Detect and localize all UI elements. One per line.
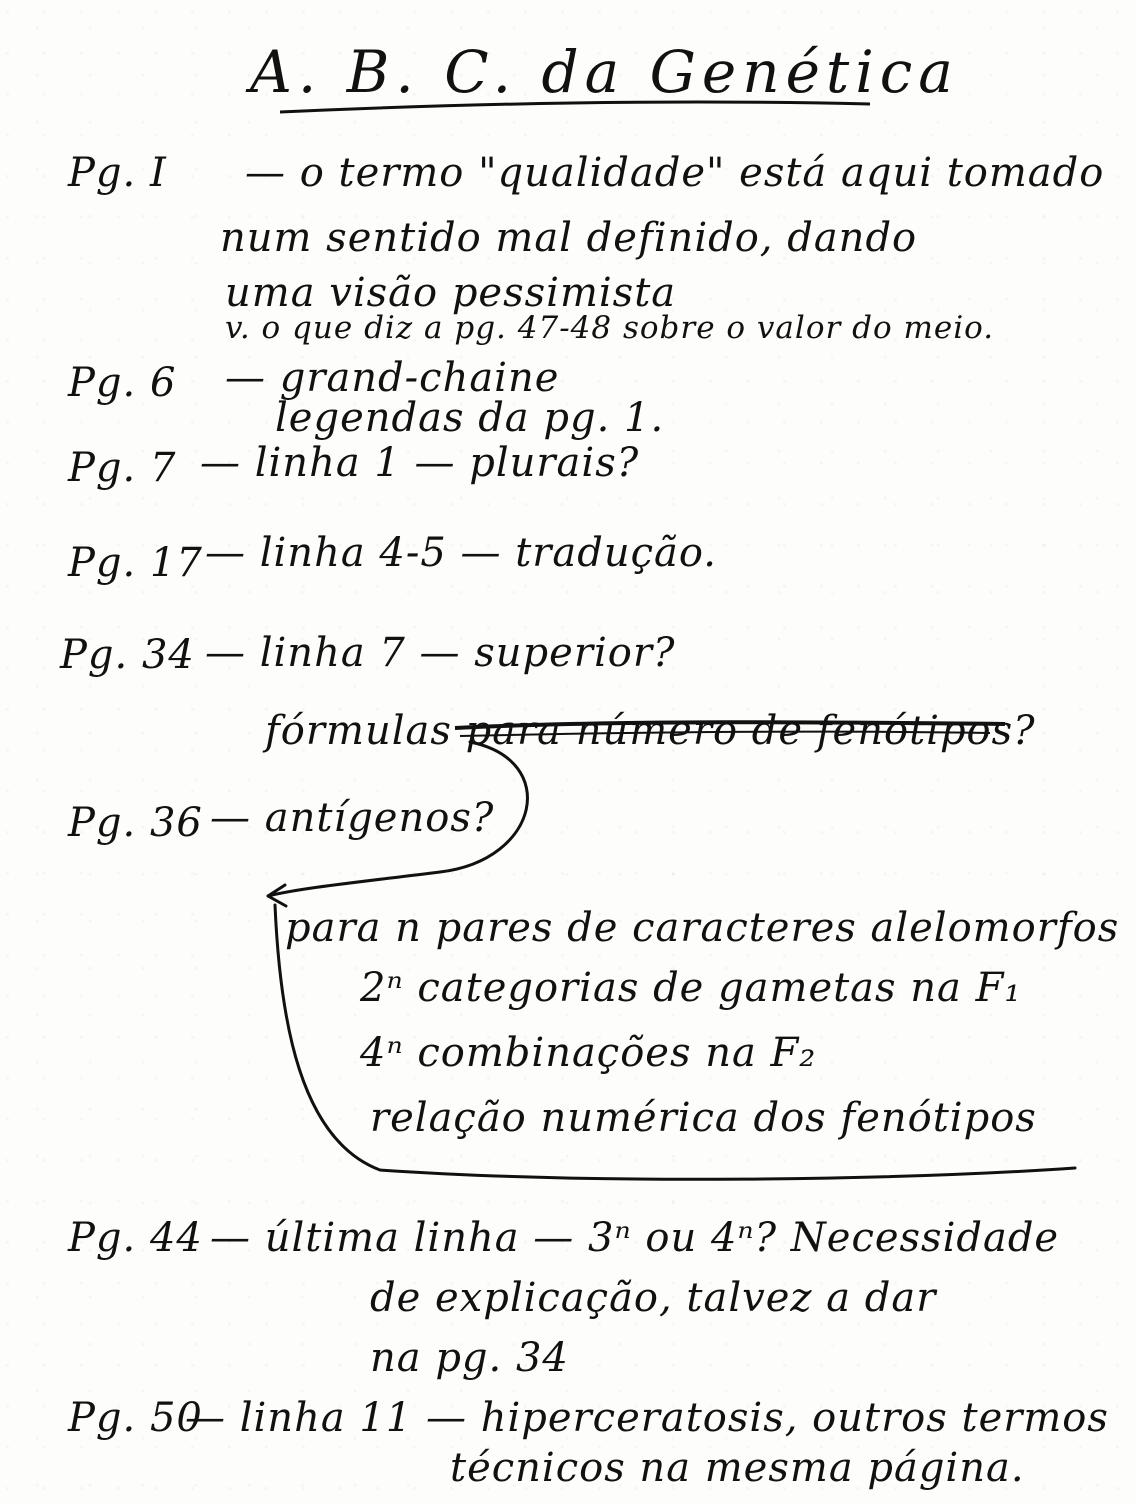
entry-line: legendas da pg. 1.	[275, 395, 665, 441]
entry-line: — linha 1 — plurais?	[200, 440, 640, 486]
entry-line: — linha 4-5 — tradução.	[205, 530, 717, 576]
connecting-arrow	[268, 742, 1075, 1179]
strike-through	[460, 732, 990, 736]
entry-line: na pg. 34	[370, 1335, 569, 1381]
entry-line: — o termo "qualidade" está aqui tomado	[245, 150, 1105, 196]
entry-line: fórmulas para número de fenótipos?	[265, 708, 1036, 754]
entry-line: uma visão pessimista	[225, 270, 677, 316]
entry-ref-pg-1: Pg. I	[68, 150, 167, 196]
entry-line: — grand-chaine	[225, 355, 560, 401]
entry-ref-pg-7: Pg. 7	[68, 445, 177, 491]
entry-ref-pg-6: Pg. 6	[68, 360, 177, 406]
inserted-note-line: relação numérica dos fenótipos	[370, 1095, 1037, 1141]
entry-ref-pg-17: Pg. 17	[68, 540, 203, 586]
entry-ref-pg-36: Pg. 36	[68, 800, 203, 846]
entry-ref-pg-34: Pg. 34	[60, 632, 195, 678]
entry-ref-pg-50: Pg. 50	[68, 1395, 203, 1441]
strike-through	[455, 722, 1005, 728]
inserted-note-line: para n pares de caracteres alelomorfos	[285, 905, 1120, 951]
entry-line: — linha 11 — hiperceratosis, outros termos	[185, 1395, 1109, 1441]
entry-line: técnicos na mesma página.	[450, 1445, 1025, 1491]
entry-line: — última linha — 3ⁿ ou 4ⁿ? Necessidade	[210, 1215, 1060, 1261]
entry-line: v. o que diz a pg. 47-48 sobre o valor do meio.	[225, 310, 995, 346]
entry-line: — linha 7 — superior?	[205, 630, 676, 676]
entry-ref-pg-44: Pg. 44	[68, 1215, 203, 1261]
entry-line: num sentido mal definido, dando	[220, 215, 918, 261]
page-title: A. B. C. da Genética	[250, 38, 959, 106]
inserted-note-line: 4ⁿ combinações na F₂	[360, 1030, 817, 1076]
entry-line: — antígenos?	[210, 795, 495, 841]
title-underline	[280, 102, 870, 112]
inserted-note-line: 2ⁿ categorias de gametas na F₁	[360, 965, 1022, 1011]
entry-line: de explicação, talvez a dar	[370, 1275, 937, 1321]
